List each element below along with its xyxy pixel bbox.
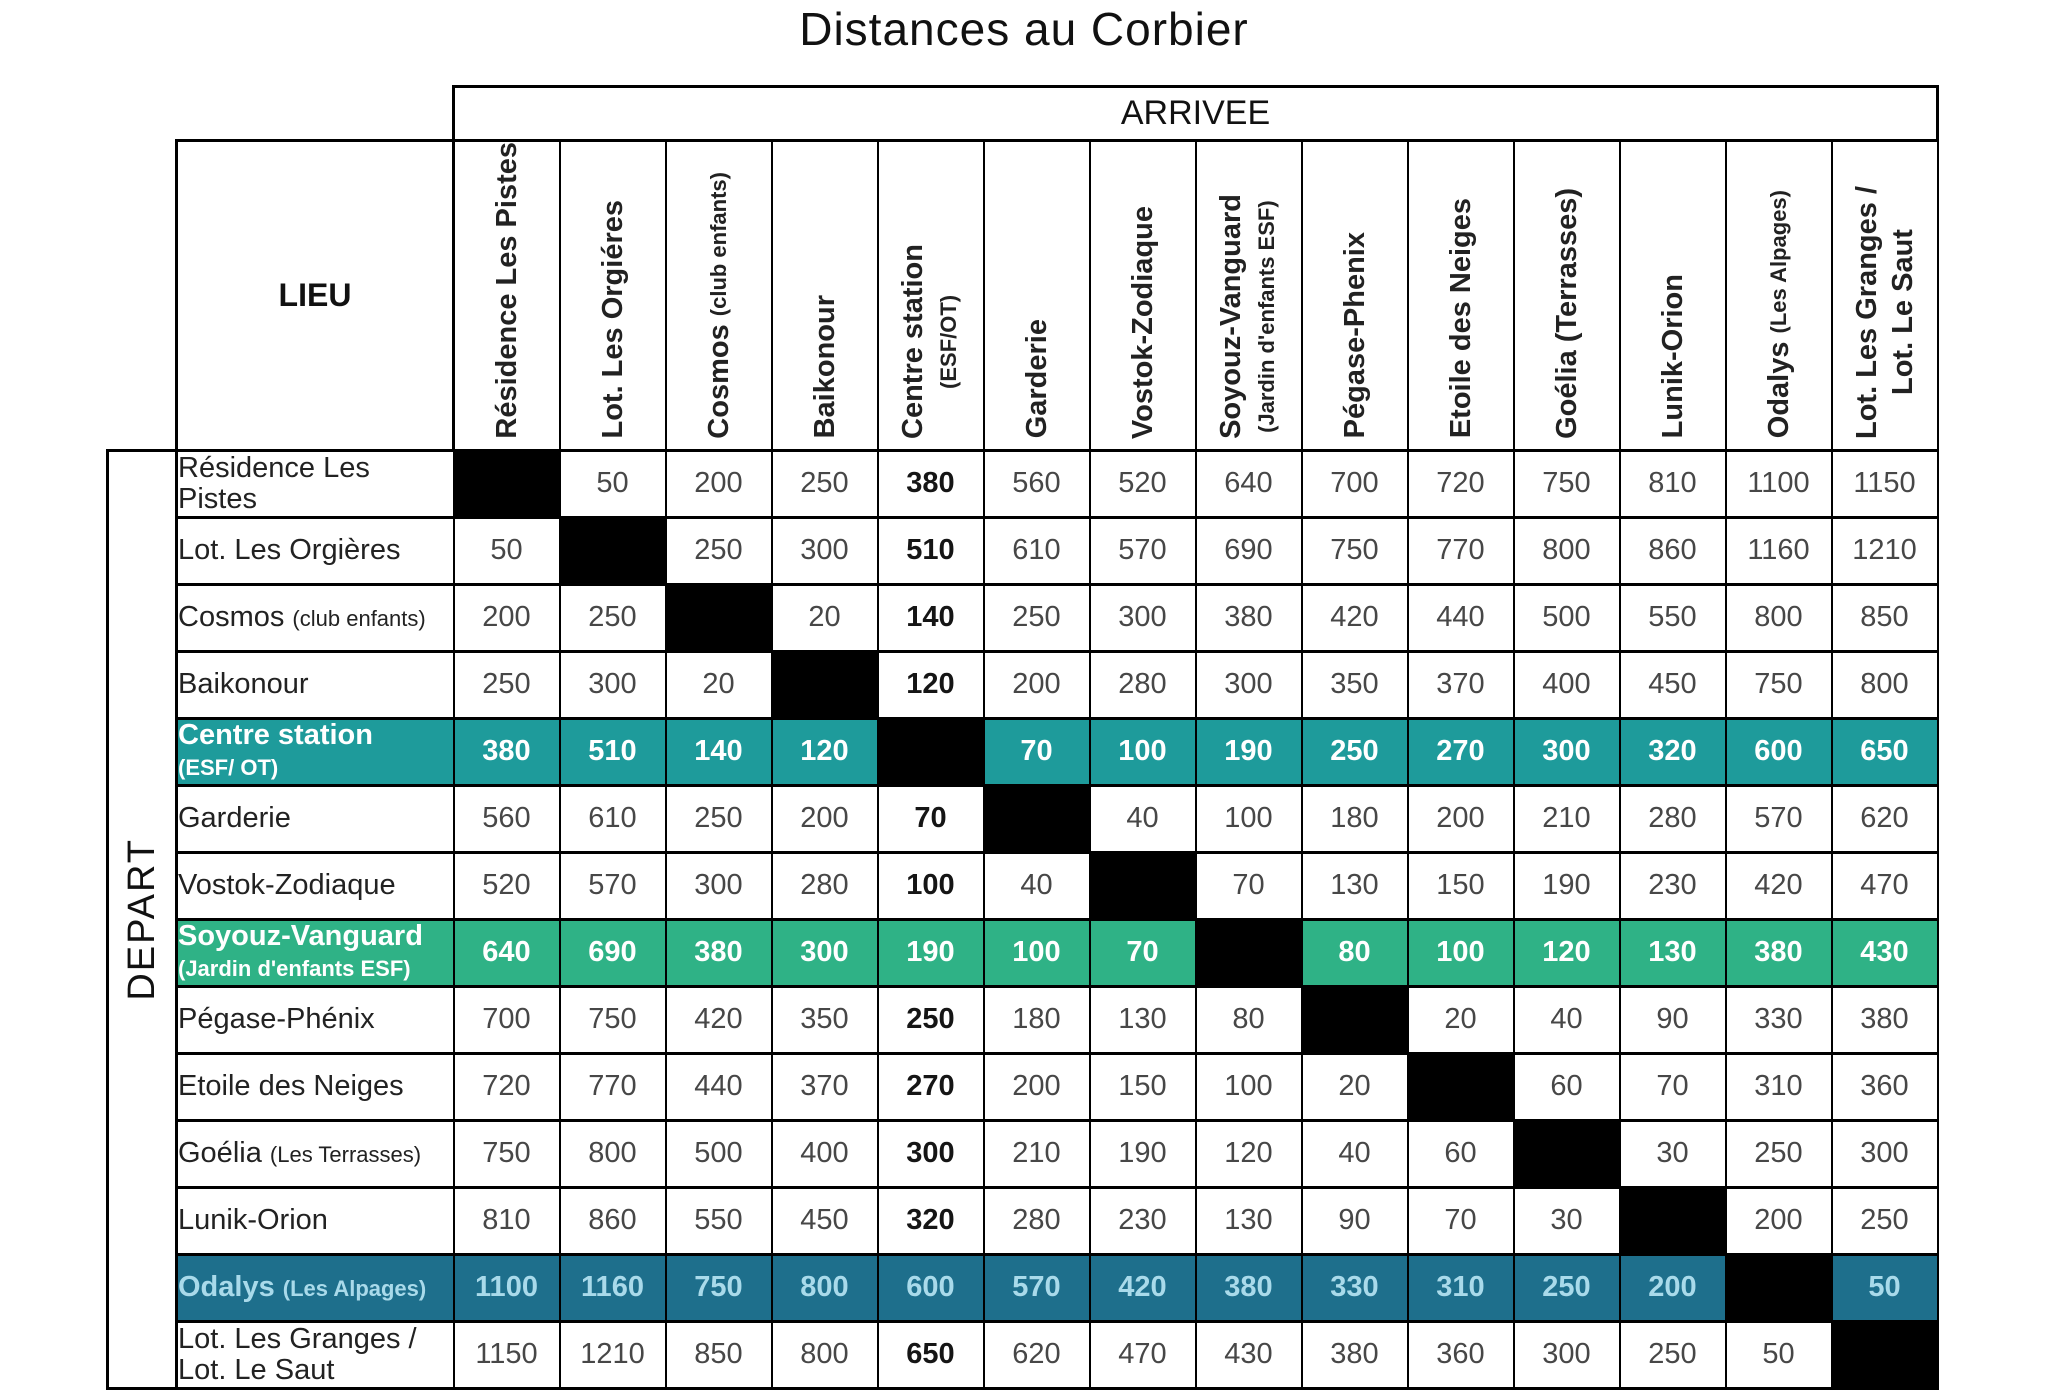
distance-cell: 380 [878, 450, 984, 517]
table-row [108, 718, 1938, 785]
distance-cell: 380 [1832, 986, 1938, 1053]
distance-cell: 470 [1090, 1321, 1196, 1388]
label-sub: (Jardin d'enfants ESF) [1253, 199, 1279, 433]
distance-cell: 180 [1302, 785, 1408, 852]
distance-cell: 200 [1620, 1254, 1726, 1321]
distance-cell: 20 [666, 651, 772, 718]
diagonal-cell [454, 450, 560, 517]
distance-cell: 420 [666, 986, 772, 1053]
distance-cell: 320 [1620, 718, 1726, 785]
distance-cell: 690 [1196, 517, 1302, 584]
distance-cell: 600 [1726, 718, 1832, 785]
distance-cell: 200 [984, 651, 1090, 718]
distance-cell: 130 [1302, 852, 1408, 919]
distance-cell: 250 [1832, 1187, 1938, 1254]
distance-cell: 230 [1620, 852, 1726, 919]
table-row [108, 1187, 1938, 1254]
distance-cell: 700 [1302, 450, 1408, 517]
distance-cell: 20 [1302, 1053, 1408, 1120]
distance-cell: 520 [1090, 450, 1196, 517]
distance-cell: 100 [984, 919, 1090, 986]
distance-cell: 550 [1620, 584, 1726, 651]
arrivee-row [108, 87, 1938, 141]
table-row [108, 986, 1938, 1053]
label-paren: (club enfants) [705, 171, 731, 317]
row-label: Goélia (Les Terrasses) [177, 1120, 454, 1187]
row-label: Odalys (Les Alpages) [177, 1254, 454, 1321]
row-label: Lot. Les Orgières [177, 517, 454, 584]
distance-cell: 250 [560, 584, 666, 651]
label-sub: (ESF/ OT) [178, 755, 279, 781]
distance-cell: 600 [878, 1254, 984, 1321]
row-label: Résidence Les Pistes [177, 450, 454, 517]
distance-cell: 180 [984, 986, 1090, 1053]
lieu-header: LIEU [177, 141, 454, 451]
distance-cell: 250 [1726, 1120, 1832, 1187]
table-row [108, 919, 1938, 986]
diagonal-cell [772, 651, 878, 718]
distance-cell: 610 [984, 517, 1090, 584]
table-row [108, 852, 1938, 919]
distance-cell: 50 [1832, 1254, 1938, 1321]
distance-cell: 300 [878, 1120, 984, 1187]
distance-cell: 210 [1514, 785, 1620, 852]
distance-cell: 130 [1196, 1187, 1302, 1254]
distance-cell: 200 [454, 584, 560, 651]
distance-cell: 810 [1620, 450, 1726, 517]
distance-cell: 300 [666, 852, 772, 919]
distance-cell: 60 [1514, 1053, 1620, 1120]
distance-cell: 280 [1090, 651, 1196, 718]
distance-cell: 300 [1090, 584, 1196, 651]
diagonal-cell [1832, 1321, 1938, 1388]
distance-cell: 800 [772, 1321, 878, 1388]
distance-cell: 80 [1196, 986, 1302, 1053]
distance-cell: 640 [1196, 450, 1302, 517]
diagonal-cell [878, 718, 984, 785]
distance-cell: 130 [1090, 986, 1196, 1053]
distance-cell: 720 [454, 1053, 560, 1120]
col-header: Odalys (Les Alpages) [1726, 141, 1832, 451]
distance-cell: 400 [1514, 651, 1620, 718]
distance-cell: 200 [1726, 1187, 1832, 1254]
col-header: Vostok-Zodiaque [1090, 141, 1196, 451]
distance-cell: 650 [878, 1321, 984, 1388]
distance-cell: 60 [1408, 1120, 1514, 1187]
distance-cell: 300 [1832, 1120, 1938, 1187]
table-row [108, 450, 1938, 517]
distance-cell: 300 [1514, 1321, 1620, 1388]
distance-cell: 250 [666, 785, 772, 852]
distance-cell: 640 [454, 919, 560, 986]
col-header: Cosmos (club enfants) [666, 141, 772, 451]
diagonal-cell [1196, 919, 1302, 986]
distance-cell: 250 [878, 986, 984, 1053]
label-paren: (Les Terrasses) [269, 1141, 422, 1167]
distance-cell: 210 [984, 1120, 1090, 1187]
distance-cell: 120 [878, 651, 984, 718]
distance-cell: 100 [878, 852, 984, 919]
distance-cell: 350 [1302, 651, 1408, 718]
distance-cell: 420 [1726, 852, 1832, 919]
distance-cell: 250 [666, 517, 772, 584]
distance-cell: 370 [1408, 651, 1514, 718]
distance-cell: 800 [772, 1254, 878, 1321]
distance-cell: 280 [772, 852, 878, 919]
distance-cell: 350 [772, 986, 878, 1053]
distance-cell: 440 [666, 1053, 772, 1120]
distance-cell: 70 [984, 718, 1090, 785]
distance-cell: 360 [1832, 1053, 1938, 1120]
distance-cell: 700 [454, 986, 560, 1053]
distance-cell: 560 [454, 785, 560, 852]
col-header: Baikonour [772, 141, 878, 451]
distance-cell: 230 [1090, 1187, 1196, 1254]
distance-cell: 250 [454, 651, 560, 718]
col-header: Soyouz-Vanguard (Jardin d'enfants ESF) [1196, 141, 1302, 451]
distance-cell: 200 [772, 785, 878, 852]
table-row [108, 1053, 1938, 1120]
distance-cell: 200 [1408, 785, 1514, 852]
distance-cell: 850 [1832, 584, 1938, 651]
distance-cell: 1210 [1832, 517, 1938, 584]
distance-cell: 850 [666, 1321, 772, 1388]
distance-cell: 190 [878, 919, 984, 986]
distance-cell: 270 [1408, 718, 1514, 785]
distance-cell: 200 [666, 450, 772, 517]
table-row [108, 785, 1938, 852]
distance-cell: 70 [1090, 919, 1196, 986]
distance-cell: 250 [772, 450, 878, 517]
distance-cell: 120 [772, 718, 878, 785]
distance-cell: 50 [1726, 1321, 1832, 1388]
distance-cell: 20 [772, 584, 878, 651]
distance-cell: 90 [1302, 1187, 1408, 1254]
distance-cell: 800 [560, 1120, 666, 1187]
distance-cell: 800 [1726, 584, 1832, 651]
distance-cell: 310 [1408, 1254, 1514, 1321]
distance-cell: 750 [1514, 450, 1620, 517]
table-row [108, 584, 1938, 651]
distance-cell: 550 [666, 1187, 772, 1254]
distance-cell: 380 [1196, 1254, 1302, 1321]
table-row [108, 1120, 1938, 1187]
col-header: Centre station (ESF/OT) [878, 141, 984, 451]
distance-cell: 70 [878, 785, 984, 852]
row-label: Soyouz-Vanguard (Jardin d'enfants ESF) [177, 919, 454, 986]
table-row [108, 517, 1938, 584]
distance-cell: 650 [1832, 718, 1938, 785]
col-header: Résidence Les Pistes [454, 141, 560, 451]
distance-cell: 430 [1832, 919, 1938, 986]
col-header: Lunik-Orion [1620, 141, 1726, 451]
distance-cell: 430 [1196, 1321, 1302, 1388]
distance-cell: 130 [1620, 919, 1726, 986]
distance-cell: 40 [1090, 785, 1196, 852]
distance-cell: 720 [1408, 450, 1514, 517]
distance-cell: 30 [1620, 1120, 1726, 1187]
distance-cell: 270 [878, 1053, 984, 1120]
distance-cell: 800 [1514, 517, 1620, 584]
distance-cell: 300 [772, 517, 878, 584]
row-label: Centre station (ESF/ OT) [177, 718, 454, 785]
distance-table [106, 85, 1939, 1390]
distance-cell: 560 [984, 450, 1090, 517]
distance-cell: 330 [1302, 1254, 1408, 1321]
distance-cell: 380 [1196, 584, 1302, 651]
distance-cell: 450 [772, 1187, 878, 1254]
row-label: Etoile des Neiges [177, 1053, 454, 1120]
row-label: Baikonour [177, 651, 454, 718]
distance-cell: 250 [1514, 1254, 1620, 1321]
distance-cell: 370 [772, 1053, 878, 1120]
distance-cell: 100 [1408, 919, 1514, 986]
depart-spacer [108, 141, 177, 451]
distance-cell: 520 [454, 852, 560, 919]
distance-cell: 450 [1620, 651, 1726, 718]
distance-cell: 1160 [1726, 517, 1832, 584]
distance-cell: 140 [878, 584, 984, 651]
distance-cell: 250 [1302, 718, 1408, 785]
distance-cell: 90 [1620, 986, 1726, 1053]
distance-cell: 1100 [1726, 450, 1832, 517]
distance-cell: 860 [1620, 517, 1726, 584]
distance-cell: 80 [1302, 919, 1408, 986]
distance-cell: 140 [666, 718, 772, 785]
distance-cell: 800 [1832, 651, 1938, 718]
row-label: Cosmos (club enfants) [177, 584, 454, 651]
row-label: Lunik-Orion [177, 1187, 454, 1254]
distance-cell: 330 [1726, 986, 1832, 1053]
distance-cell: 510 [560, 718, 666, 785]
corner-spacer [108, 87, 454, 141]
distance-cell: 1150 [1832, 450, 1938, 517]
table-row [108, 1254, 1938, 1321]
distance-cell: 770 [1408, 517, 1514, 584]
diagonal-cell [666, 584, 772, 651]
distance-cell: 320 [878, 1187, 984, 1254]
col-header: Lot. Les Orgiéres [560, 141, 666, 451]
row-label: Garderie [177, 785, 454, 852]
distance-cell: 500 [1514, 584, 1620, 651]
diagonal-cell [984, 785, 1090, 852]
distance-cell: 360 [1408, 1321, 1514, 1388]
distance-cell: 100 [1090, 718, 1196, 785]
distance-cell: 50 [560, 450, 666, 517]
distance-cell: 610 [560, 785, 666, 852]
distance-cell: 380 [1302, 1321, 1408, 1388]
distance-cell: 150 [1090, 1053, 1196, 1120]
diagonal-cell [560, 517, 666, 584]
distance-cell: 100 [1196, 1053, 1302, 1120]
distance-cell: 380 [1726, 919, 1832, 986]
column-header-row [108, 141, 1938, 451]
distance-cell: 280 [1620, 785, 1726, 852]
label-sub: (ESF/OT) [935, 294, 961, 389]
distance-cell: 570 [560, 852, 666, 919]
distance-cell: 620 [1832, 785, 1938, 852]
distance-cell: 120 [1514, 919, 1620, 986]
distance-cell: 280 [984, 1187, 1090, 1254]
distance-cell: 470 [1832, 852, 1938, 919]
table-row [108, 1321, 1938, 1388]
distance-cell: 510 [878, 517, 984, 584]
distance-cell: 40 [1514, 986, 1620, 1053]
distance-cell: 770 [560, 1053, 666, 1120]
distance-cell: 810 [454, 1187, 560, 1254]
distance-cell: 300 [1196, 651, 1302, 718]
distance-cell: 750 [560, 986, 666, 1053]
distance-cell: 190 [1196, 718, 1302, 785]
distance-cell: 200 [984, 1053, 1090, 1120]
distance-cell: 690 [560, 919, 666, 986]
distance-cell: 40 [1302, 1120, 1408, 1187]
distance-cell: 70 [1620, 1053, 1726, 1120]
distance-cell: 750 [1726, 651, 1832, 718]
distance-cell: 310 [1726, 1053, 1832, 1120]
distance-cell: 120 [1196, 1120, 1302, 1187]
diagonal-cell [1302, 986, 1408, 1053]
distance-cell: 20 [1408, 986, 1514, 1053]
row-label: Lot. Les Granges / Lot. Le Saut [177, 1321, 454, 1388]
depart-header: DEPART [108, 450, 177, 1388]
distance-cell: 150 [1408, 852, 1514, 919]
distance-cell: 380 [454, 718, 560, 785]
distance-cell: 420 [1090, 1254, 1196, 1321]
label-sub: (Jardin d'enfants ESF) [178, 956, 411, 982]
distance-cell: 620 [984, 1321, 1090, 1388]
col-header: Pégase-Phenix [1302, 141, 1408, 451]
label-paren: (club enfants) [292, 605, 426, 631]
distance-cell: 1210 [560, 1321, 666, 1388]
distance-cell: 1150 [454, 1321, 560, 1388]
distance-cell: 250 [984, 584, 1090, 651]
distance-cell: 1160 [560, 1254, 666, 1321]
label-paren: (Les Alpages) [282, 1275, 427, 1301]
distance-cell: 500 [666, 1120, 772, 1187]
distance-cell: 30 [1514, 1187, 1620, 1254]
distance-cell: 400 [772, 1120, 878, 1187]
distance-cell: 300 [772, 919, 878, 986]
distance-cell: 570 [1090, 517, 1196, 584]
distance-cell: 750 [1302, 517, 1408, 584]
distance-cell: 190 [1514, 852, 1620, 919]
distance-cell: 70 [1408, 1187, 1514, 1254]
diagonal-cell [1514, 1120, 1620, 1187]
distance-cell: 750 [666, 1254, 772, 1321]
distance-cell: 380 [666, 919, 772, 986]
row-label: Vostok-Zodiaque [177, 852, 454, 919]
page-title: Distances au Corbier [799, 3, 1249, 55]
distance-cell: 570 [984, 1254, 1090, 1321]
distance-cell: 100 [1196, 785, 1302, 852]
distance-cell: 190 [1090, 1120, 1196, 1187]
distance-cell: 440 [1408, 584, 1514, 651]
diagonal-cell [1620, 1187, 1726, 1254]
distance-cell: 420 [1302, 584, 1408, 651]
arrivee-header: ARRIVEE [454, 87, 1938, 141]
distance-cell: 300 [560, 651, 666, 718]
col-header: Garderie [984, 141, 1090, 451]
col-header: Etoile des Neiges [1408, 141, 1514, 451]
diagonal-cell [1408, 1053, 1514, 1120]
distance-cell: 40 [984, 852, 1090, 919]
col-header: Lot. Les Granges / Lot. Le Saut [1832, 141, 1938, 451]
distance-cell: 300 [1514, 718, 1620, 785]
diagonal-cell [1726, 1254, 1832, 1321]
distance-cell: 860 [560, 1187, 666, 1254]
distance-cell: 50 [454, 517, 560, 584]
label-paren: (Les Alpages) [1765, 190, 1791, 334]
table-row [108, 651, 1938, 718]
row-label: Pégase-Phénix [177, 986, 454, 1053]
col-header: Goélia (Terrasses) [1514, 141, 1620, 451]
distance-cell: 750 [454, 1120, 560, 1187]
distance-cell: 70 [1196, 852, 1302, 919]
distance-cell: 1100 [454, 1254, 560, 1321]
distance-cell: 250 [1620, 1321, 1726, 1388]
distance-cell: 570 [1726, 785, 1832, 852]
diagonal-cell [1090, 852, 1196, 919]
